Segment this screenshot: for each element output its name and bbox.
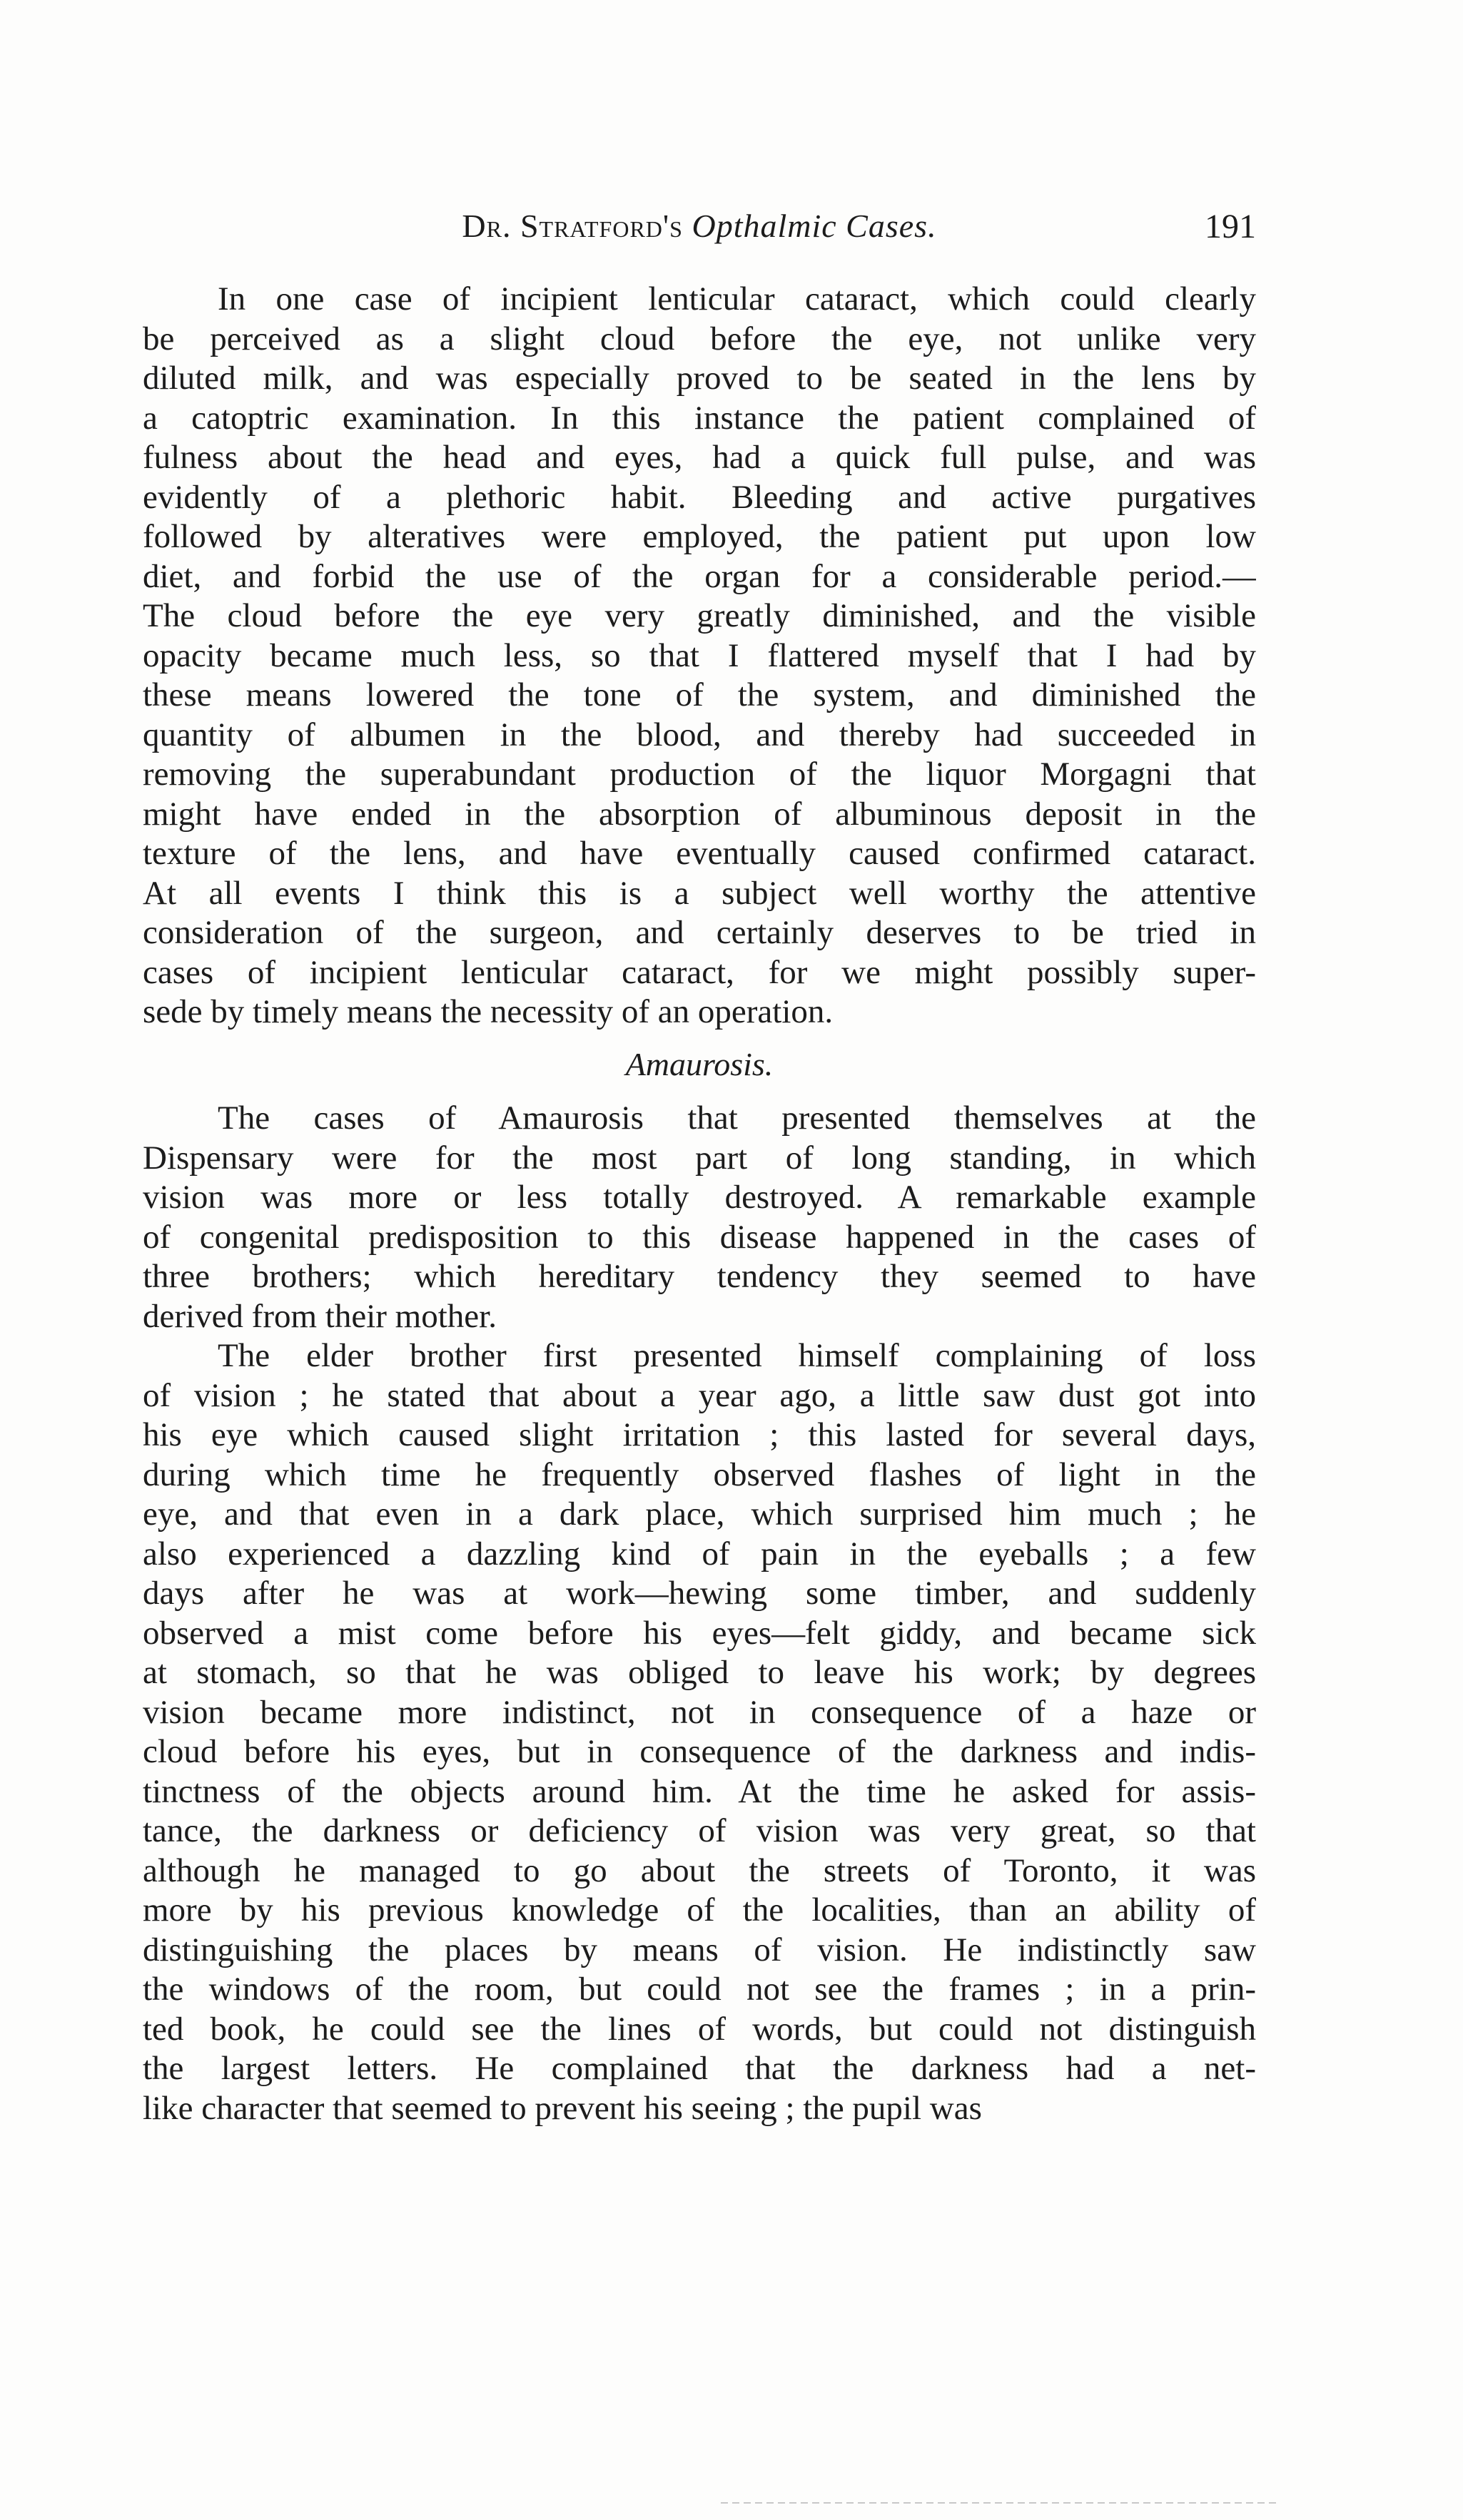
- text-line: a catoptric examination. In this instance the patient complained of: [143, 399, 1256, 437]
- section-heading: Amaurosis.: [625, 1046, 774, 1082]
- text-line: fulness about the head and eyes, had a quick full pulse, and was: [143, 439, 1256, 476]
- text-line: In one case of incipient lenticular cataract, which could clearly: [218, 280, 1256, 317]
- text-line: these means lowered the tone of the system, and diminished the: [143, 676, 1256, 713]
- text-line: during which time he frequently observed flashes of light in the: [143, 1455, 1256, 1493]
- text-line: might have ended in the absorption of albuminous deposit in the: [143, 795, 1256, 833]
- text-line: like character that seemed to prevent his seeing ; the pupil was: [143, 2089, 982, 2127]
- text-line: the windows of the room, but could not see the frames ; in a prin-: [143, 1971, 1256, 2008]
- text-line: The cloud before the eye very greatly diminished, and the visible: [143, 597, 1256, 634]
- bottom-rule: [721, 2502, 1277, 2504]
- text-line: consideration of the surgeon, and certainly deserves to be tried in: [143, 914, 1256, 951]
- text-line: tinctness of the objects around him. At the time he asked for assis-: [143, 1772, 1256, 1810]
- text-line: diluted milk, and was especially proved to be seated in the lens by: [143, 360, 1256, 397]
- text-line: cloud before his eyes, but in consequence of the darkness and indis-: [143, 1733, 1256, 1770]
- text-line: at stomach, so that he was obliged to leave his work; by degrees: [143, 1654, 1256, 1691]
- running-header: [143, 207, 1256, 257]
- text-line: At all events I think this is a subject well worthy the attentive: [143, 874, 1256, 912]
- paragraph-elder-brother: [143, 1336, 1256, 2128]
- text-line: be perceived as a slight cloud before the eye, not unlike very: [143, 320, 1256, 357]
- text-line: ted book, he could see the lines of words, but could not distinguish: [143, 2010, 1256, 2048]
- text-line: evidently of a plethoric habit. Bleeding and active purgatives: [143, 478, 1256, 516]
- text-line: his eye which caused slight irritation ; this lasted for several days,: [143, 1416, 1256, 1453]
- text-line: of congenital predisposition to this disease happened in the cases of: [143, 1218, 1256, 1256]
- text-line: eye, and that even in a dark place, which surprised him much ; he: [143, 1495, 1256, 1533]
- text-line: more by his previous knowledge of the localities, than an ability of: [143, 1891, 1256, 1929]
- text-line: The elder brother first presented himself complaining of loss: [218, 1337, 1256, 1374]
- text-line: derived from their mother.: [143, 1297, 497, 1335]
- text-line: observed a mist come before his eyes—felt giddy, and became sick: [143, 1614, 1256, 1652]
- text-line: opacity became much less, so that I flattered myself that I had by: [143, 636, 1256, 674]
- paragraph-cataract: [143, 280, 1256, 1032]
- text-line: sede by timely means the necessity of an operation.: [143, 993, 834, 1030]
- text-line: texture of the lens, and have eventually caused confirmed cataract.: [143, 835, 1256, 872]
- text-line: tance, the darkness or deficiency of vision was very great, so that: [143, 1812, 1256, 1849]
- header-title: [143, 207, 1256, 245]
- page-number: 191: [1205, 208, 1256, 245]
- text-line: followed by alteratives were employed, the patient put upon low: [143, 518, 1256, 555]
- text-line: three brothers; which hereditary tendency they seemed to have: [143, 1258, 1256, 1295]
- paragraph-amaurosis-intro: [143, 1099, 1256, 1336]
- text-line: The cases of Amaurosis that presented themselves at the: [218, 1099, 1256, 1137]
- text-line: diet, and forbid the use of the organ for a considerable period.—: [143, 557, 1256, 595]
- text-line: Dispensary were for the most part of long standing, in which: [143, 1139, 1256, 1177]
- text-line: vision became more indistinct, not in consequence of a haze or: [143, 1693, 1256, 1731]
- text-line: of vision ; he stated that about a year ago, a little saw dust got into: [143, 1376, 1256, 1414]
- text-line: cases of incipient lenticular cataract, for we might possibly super-: [143, 953, 1256, 991]
- text-line: although he managed to go about the streets of Toronto, it was: [143, 1851, 1256, 1889]
- text-line: vision was more or less totally destroyed. A remarkable example: [143, 1179, 1256, 1216]
- text-line: removing the superabundant production of the liquor Morgagni that: [143, 756, 1256, 793]
- text-line: distinguishing the places by means of vision. He indistinctly saw: [143, 1931, 1256, 1968]
- header-journal-title: Opthalmic Cases.: [692, 208, 937, 244]
- header-author: Dr. Stratford's: [462, 208, 683, 244]
- text-line: the largest letters. He complained that the darkness had a net-: [143, 2050, 1256, 2087]
- text-line: days after he was at work—hewing some timber, and suddenly: [143, 1575, 1256, 1612]
- text-line: also experienced a dazzling kind of pain in the eyeballs ; a few: [143, 1535, 1256, 1573]
- text-line: quantity of albumen in the blood, and thereby had succeeded in: [143, 716, 1256, 753]
